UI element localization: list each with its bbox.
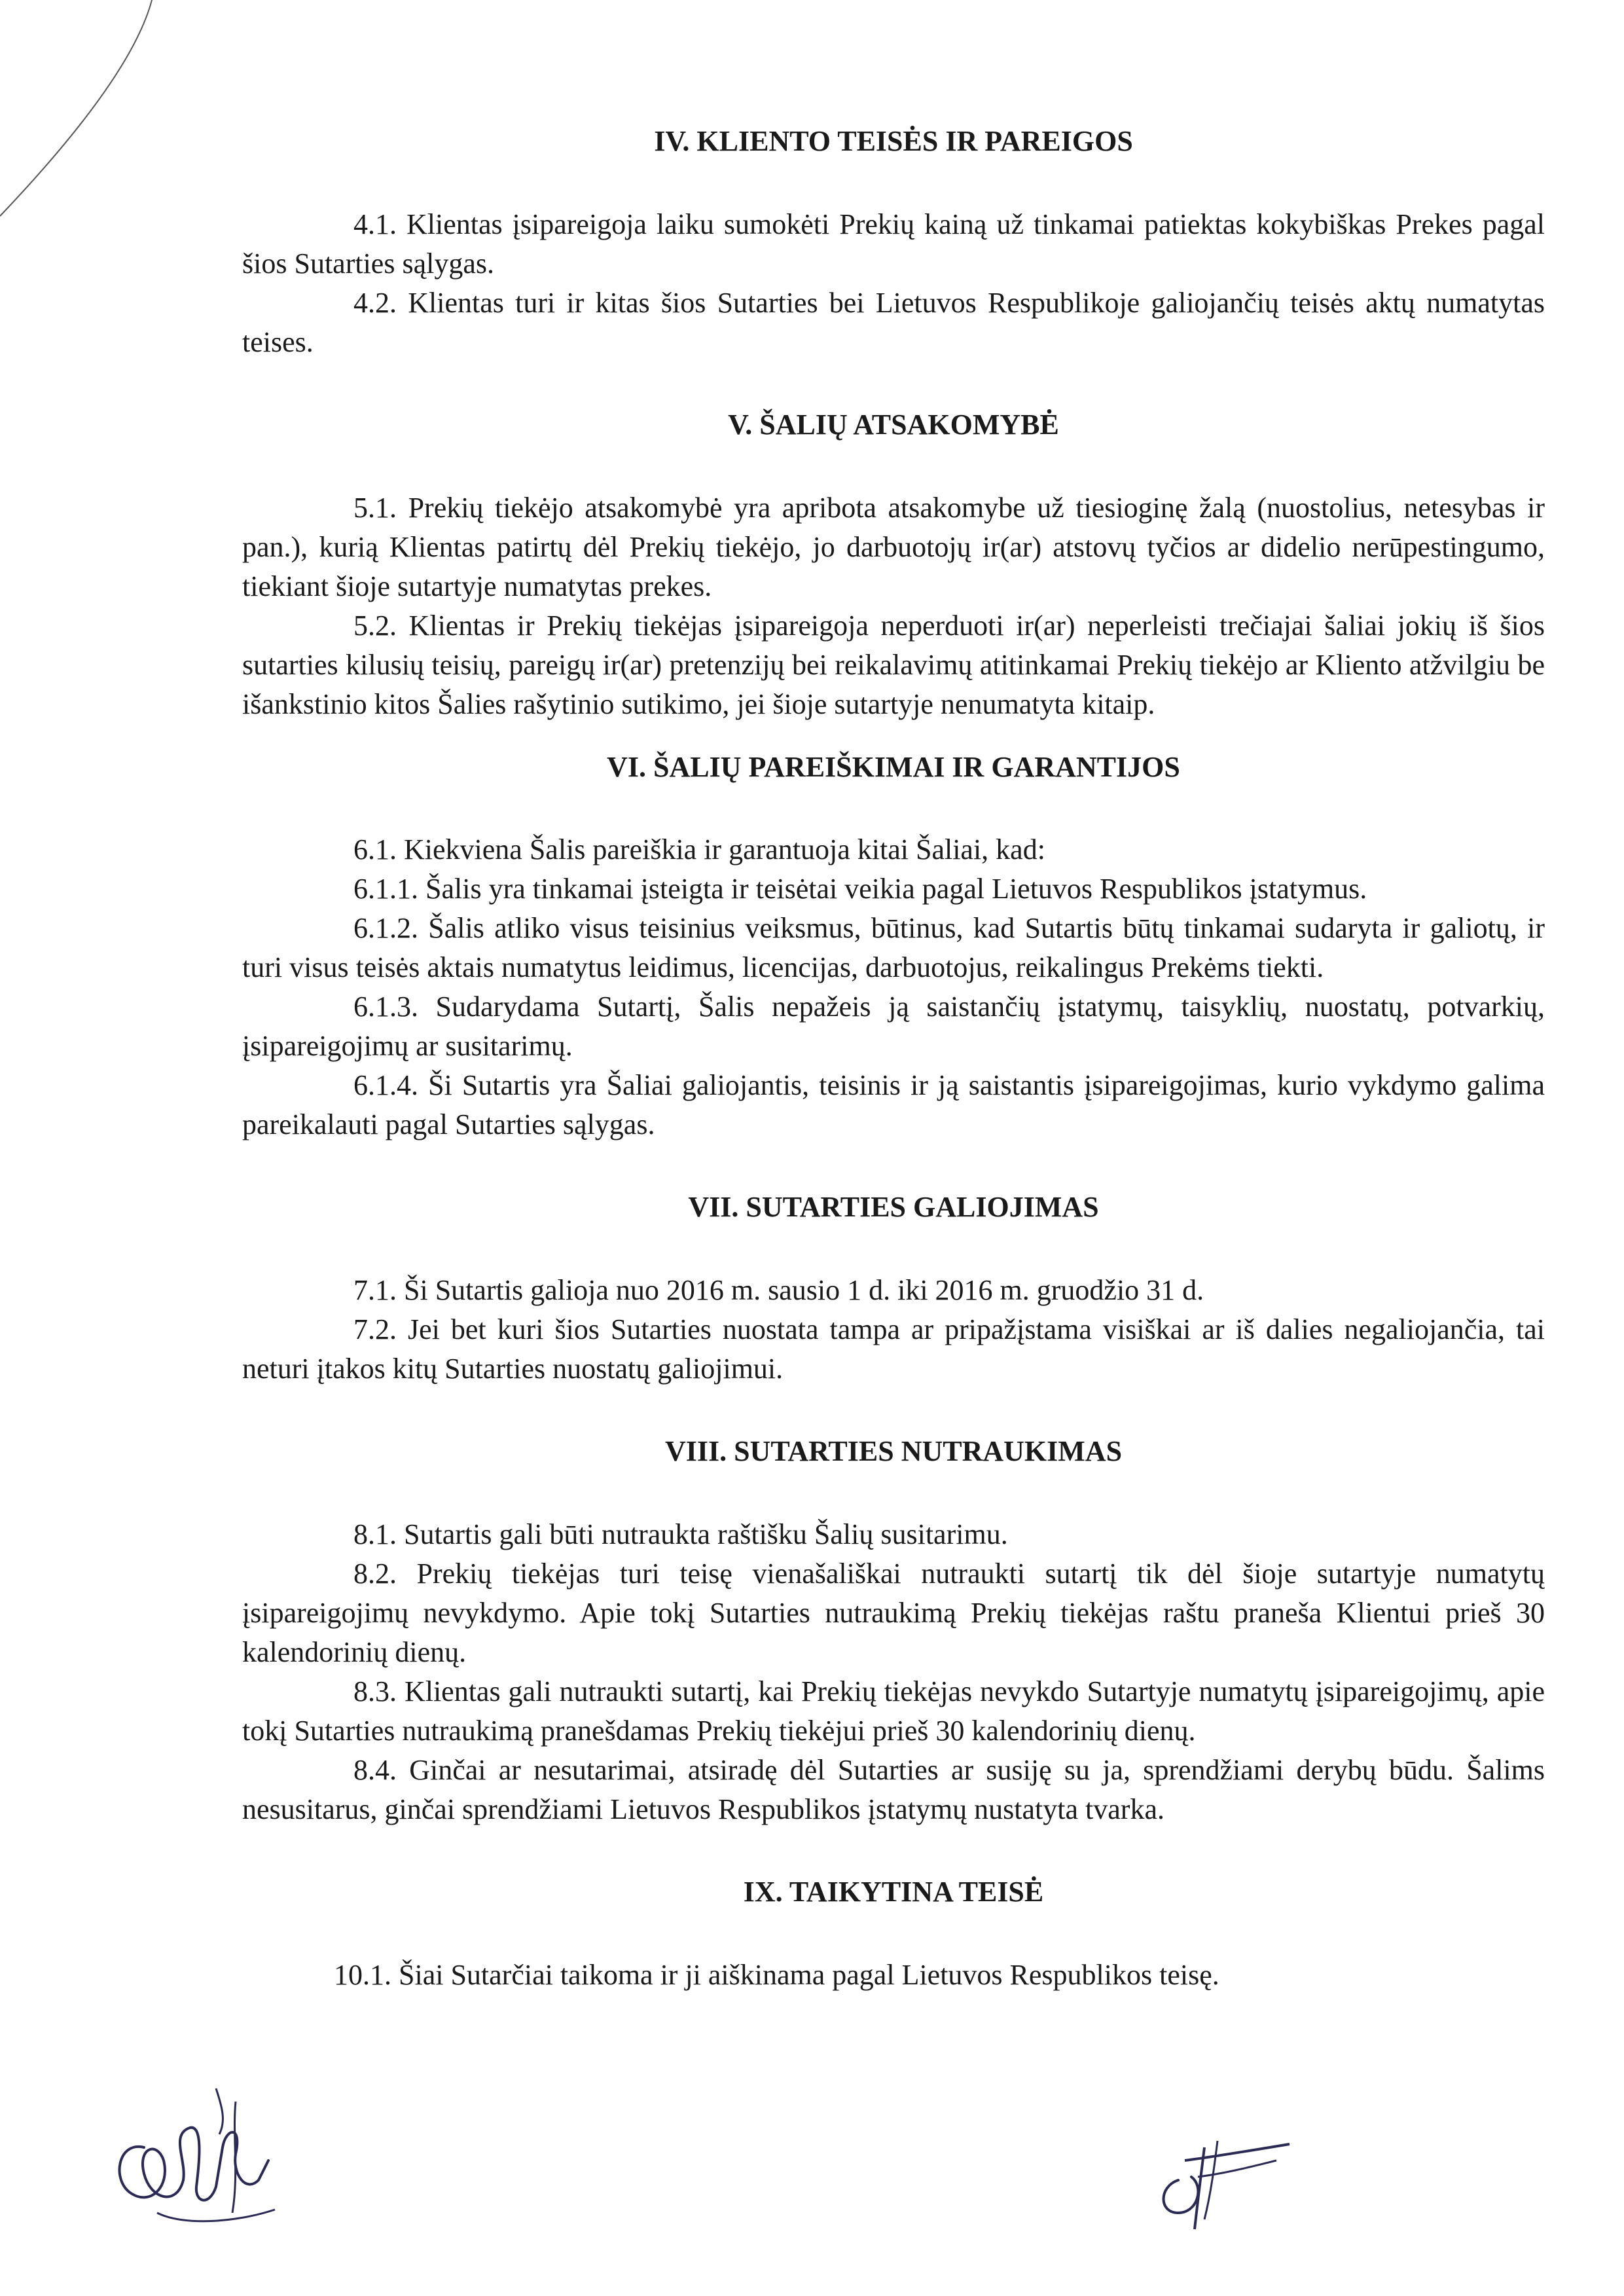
- section-heading: V. ŠALIŲ ATSAKOMYBĖ: [728, 408, 1059, 441]
- scan-edge-mark: [0, 0, 170, 236]
- clause-6-1-3: 6.1.3. Sudarydama Sutartį, Šalis nepažeis ją saistančių įstatymų, taisyklių, nuostatų, potvarkių, įsipareigojimų ar susitarimų.: [242, 991, 1545, 1063]
- left-signature: [105, 2062, 301, 2232]
- section-heading: VIII. SUTARTIES NUTRAUKIMAS: [664, 1435, 1123, 1468]
- clause-8-2: 8.2. Prekių tiekėjas turi teisę vienašališkai nutraukti sutartį tik dėl šioje sutartyje numatytų įsipareigojimų nevykdymo. Apie tokį Sutarties nutraukimą Prekių tiekėjas raštu praneša Klientui prieš 30 kalendorinių dienų.: [242, 1557, 1545, 1668]
- clause-6-1-1: 6.1.1. Šalis yra tinkamai įsteigta ir teisėtai veikia pagal Lietuvos Respublikos įstatymus.: [353, 873, 1367, 905]
- clause-6-1: 6.1. Kiekviena Šalis pareiškia ir garantuoja kitai Šaliai, kad:: [353, 833, 1045, 866]
- clause-8-3: 8.3. Klientas gali nutraukti sutartį, kai Prekių tiekėjas nevykdo Sutartyje numatytų įsipareigojimų, apie tokį Sutarties nutraukimą pranešdamas Prekių tiekėjui prieš 30 kalendorinių dienų.: [242, 1675, 1545, 1747]
- clause-10-1: 10.1. Šiai Sutarčiai taikoma ir ji aiškinama pagal Lietuvos Respublikos teisę.: [334, 1958, 1219, 1991]
- section-vii: [242, 1190, 1545, 1389]
- section-heading: VII. SUTARTIES GALIOJIMAS: [688, 1191, 1099, 1224]
- clause-7-2: 7.2. Jei bet kuri šios Sutarties nuostata tampa ar pripažįstama visiškai ar iš dalies negaliojančia, tai neturi įtakos kitų Sutarties nuostatų galiojimui.: [242, 1313, 1545, 1385]
- section-iv: [242, 124, 1545, 362]
- section-v: [242, 408, 1545, 724]
- clause-6-1-2: 6.1.2. Šalis atliko visus teisinius veiksmus, būtinus, kad Sutartis būtų tinkamai sudaryta ir galiotų, ir turi visus teisės aktais numatytus leidimus, licencijas, darbuotojus, reikalingus Prekėms tiekti.: [242, 912, 1545, 984]
- clause-4-2: 4.2. Klientas turi ir kitas šios Sutarties bei Lietuvos Respublikoje galiojančių teisės aktų numatytas teises.: [242, 286, 1545, 358]
- section-ix: [242, 1875, 1545, 1995]
- section-viii: [242, 1434, 1545, 1829]
- contract-page: [242, 124, 1545, 1995]
- clause-8-1: 8.1. Sutartis gali būti nutraukta raštišku Šalių susitarimu.: [353, 1518, 1008, 1550]
- section-vi: [242, 750, 1545, 1145]
- clause-7-1: 7.1. Ši Sutartis galioja nuo 2016 m. sausio 1 d. iki 2016 m. gruodžio 31 d.: [353, 1274, 1204, 1307]
- right-signature: [1139, 2121, 1309, 2239]
- clause-4-1: 4.1. Klientas įsipareigoja laiku sumokėti Prekių kainą už tinkamai patiektas kokybiškas Prekes pagal šios Sutarties sąlygas.: [242, 208, 1545, 280]
- clause-6-1-4: 6.1.4. Ši Sutartis yra Šaliai galiojantis, teisinis ir ją saistantis įsipareigojimas, kurio vykdymo galima pareikalauti pagal Sutarties sąlygas.: [242, 1069, 1545, 1141]
- section-heading: IX. TAIKYTINA TEISĖ: [743, 1875, 1044, 1908]
- section-heading: VI. ŠALIŲ PAREIŠKIMAI IR GARANTIJOS: [607, 750, 1180, 783]
- section-heading: IV. KLIENTO TEISĖS IR PAREIGOS: [654, 125, 1133, 157]
- clause-8-4: 8.4. Ginčai ar nesutarimai, atsiradę dėl Sutarties ar susiję su ja, sprendžiami derybų būdu. Šalims nesusitarus, ginčai sprendžiami Lietuvos Respublikos įstatymų nustatyta tvarka.: [242, 1753, 1545, 1825]
- clause-5-2: 5.2. Klientas ir Prekių tiekėjas įsipareigoja neperduoti ir(ar) neperleisti trečiajai šaliai jokių iš šios sutarties kilusių teisių, pareigų ir(ar) pretenzijų bei reikalavimų atitinkamai Prekių tiekėjo ar Kliento atžvilgiu be išankstinio kitos Šalies rašytinio sutikimo, jei šioje sutartyje nenumatyta kitaip.: [242, 609, 1545, 720]
- clause-5-1: 5.1. Prekių tiekėjo atsakomybė yra apribota atsakomybe už tiesioginę žalą (nuostolius, netesybas ir pan.), kurią Klientas patirtų dėl Prekių tiekėjo, jo darbuotojų ir(ar) atstovų tyčios ar didelio nerūpestingumo, tiekiant šioje sutartyje numatytas prekes.: [242, 491, 1545, 602]
